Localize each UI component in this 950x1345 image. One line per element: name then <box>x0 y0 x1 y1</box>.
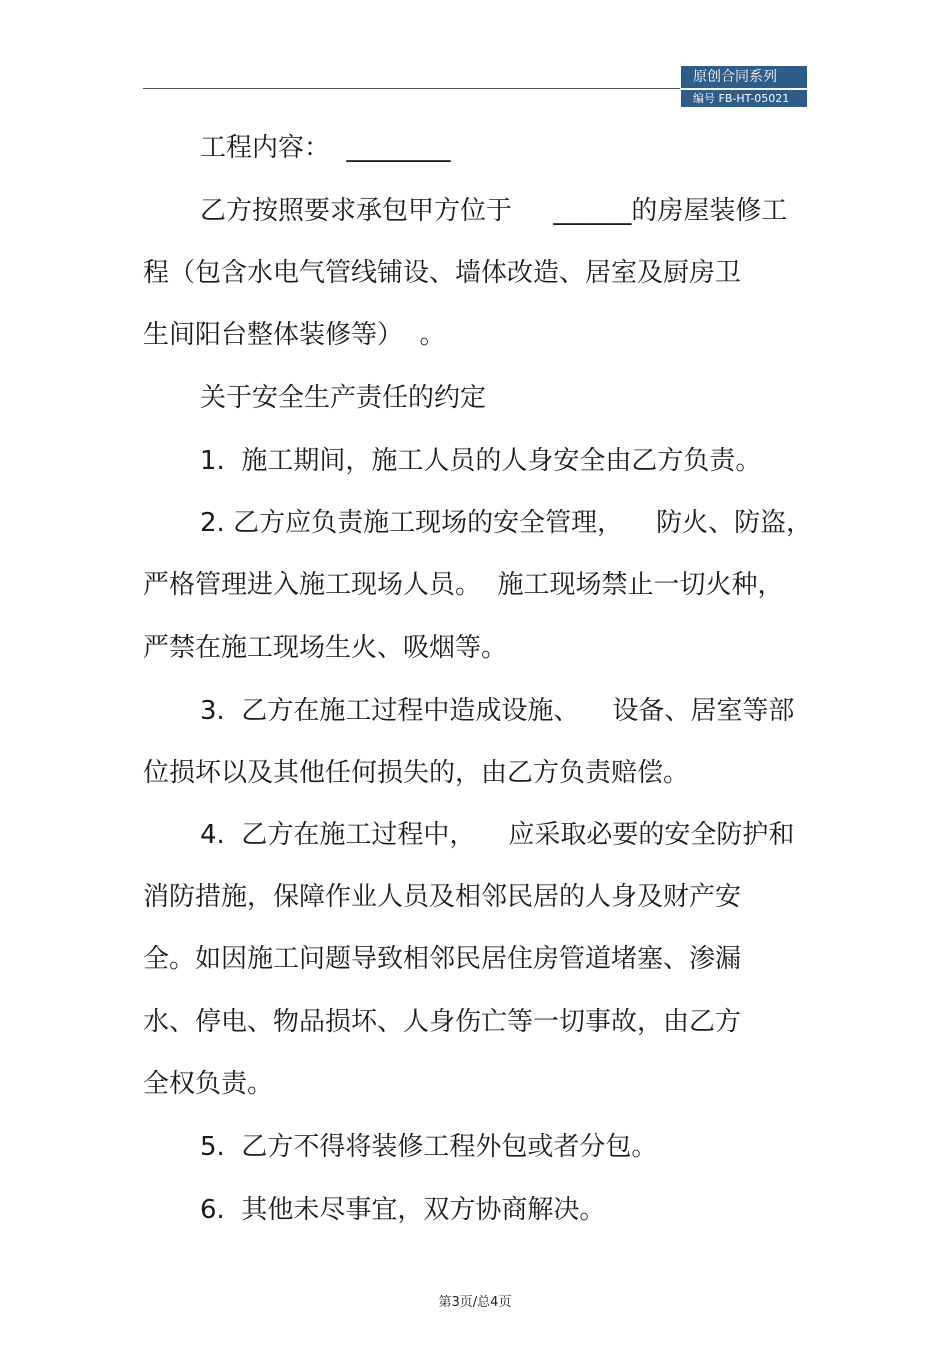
clause-2-line: 严禁在施工现场生火、吸烟等。 <box>143 633 508 663</box>
paragraph-line: 乙方按照要求承包甲方位于 ______的房屋装修工 <box>200 196 788 226</box>
header-rule <box>143 88 680 89</box>
page-indicator: 第3页/总4页 <box>438 1295 512 1310</box>
clause-5: 5. 乙方不得将装修工程外包或者分包。 <box>200 1132 658 1162</box>
clause-4: 4. 乙方在施工过程中， 应采取必要的安全防护和 <box>200 820 795 850</box>
clause-4-line: 消防措施，保障作业人员及相邻民居的人身及财产安 <box>143 882 742 912</box>
clause-6: 6. 其他未尽事宜，双方协商解决。 <box>200 1195 606 1225</box>
series-badge: 原创合同系列 <box>681 66 807 88</box>
paragraph-line: 生间阳台整体装修等） 。 <box>143 320 446 350</box>
clause-4-line: 全权负责。 <box>143 1069 274 1099</box>
clause-2: 2. 乙方应负责施工现场的安全管理， 防火、防盗， <box>200 508 813 538</box>
clause-4-line: 全。如因施工问题导致相邻民居住房管道堵塞、渗漏 <box>143 944 742 974</box>
clause-3: 3. 乙方在施工过程中造成设施、 设备、居室等部 <box>200 696 795 726</box>
clause-1: 1. 施工期间，施工人员的人身安全由乙方负责。 <box>200 446 762 476</box>
section-heading: 关于安全生产责任的约定 <box>200 383 487 413</box>
clause-2-line: 严格管理进入施工现场人员。 施工现场禁止一切火种， <box>143 570 784 600</box>
paragraph-line: 程（包含水电气管线铺设、墙体改造、居室及厨房卫 <box>143 258 742 288</box>
document-code-badge: 编号 FB-HT-05021 <box>681 90 807 107</box>
clause-3-line: 位损坏以及其他任何损失的，由乙方负责赔偿。 <box>143 758 690 788</box>
clause-4-line: 水、停电、物品损坏、人身伤亡等一切事故，由乙方 <box>143 1007 742 1037</box>
project-content-line: 工程内容： ________ <box>200 133 451 163</box>
